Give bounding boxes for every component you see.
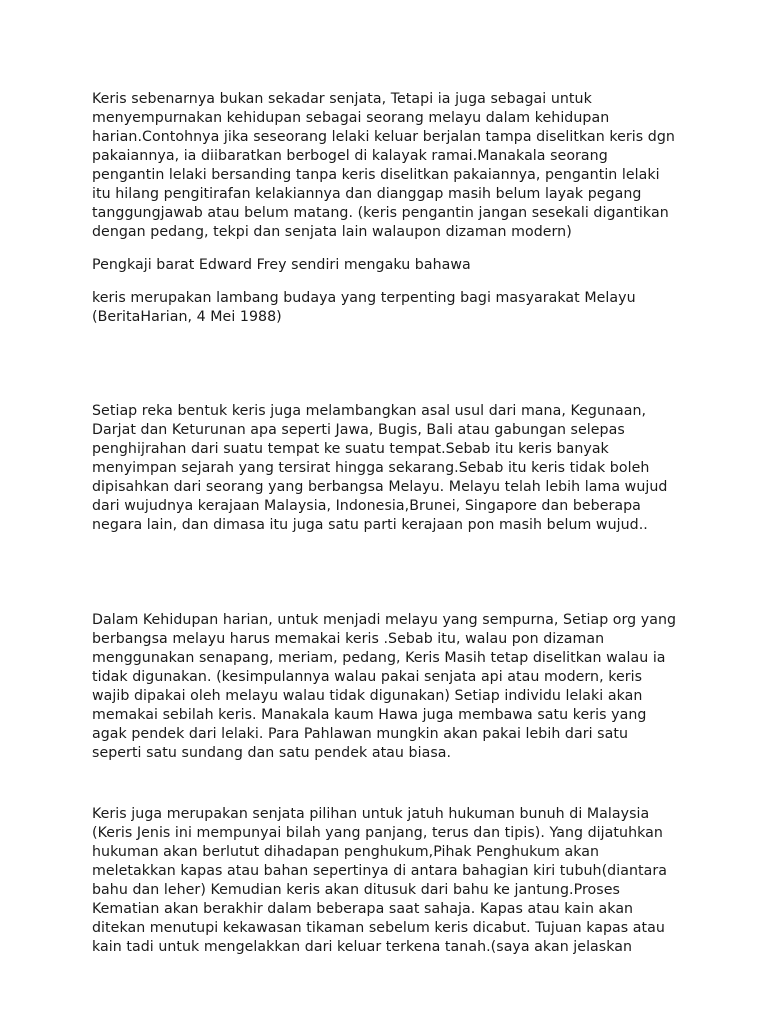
text-line: dipisahkan dari seorang yang berbangsa Melayu. Melayu telah lebih lama wujud [92,479,668,495]
text-line: memakai sebilah keris. Manakala kaum Hawa juga membawa satu keris yang [92,707,647,723]
text-line: bahu dan leher) Kemudian keris akan ditusuk dari bahu ke jantung.Proses [92,882,620,898]
text-line: penghijrahan dari suatu tempat ke suatu tempat.Sebab itu keris banyak [92,441,609,457]
text-line: kain tadi untuk mengelakkan dari keluar terkena tanah.(saya akan jelaskan [92,939,633,955]
text-line: Pengkaji barat Edward Frey sendiri mengaku bahawa [92,257,471,273]
text-line: keris merupakan lambang budaya yang terpenting bagi masyarakat Melayu [92,290,636,306]
text-line: Darjat dan Keturunan apa seperti Jawa, Bugis, Bali atau gabungan selepas [92,422,625,438]
text-line: dengan pedang, tekpi dan senjata lain walaupon dizaman modern) [92,224,572,240]
text-line: menggunakan senapang, meriam, pedang, Keris Masih tetap diselitkan walau ia [92,650,666,666]
text-line: negara lain, dan dimasa itu juga satu parti kerajaan pon masih belum wujud.. [92,517,648,533]
text-line: wajib dipakai oleh melayu walau tidak digunakan) Setiap individu lelaki akan [92,688,643,704]
text-line: menyimpan sejarah yang tersirat hingga sekarang.Sebab itu keris tidak boleh [92,460,650,476]
text-line: Kematian akan berakhir dalam beberapa saat sahaja. Kapas atau kain akan [92,901,634,917]
text-line: dari wujudnya kerajaan Malaysia, Indonesia,Brunei, Singapore dan beberapa [92,498,641,514]
text-line: Keris sebenarnya bukan sekadar senjata, Tetapi ia juga sebagai untuk [92,91,592,107]
text-line: pakaiannya, ia diibaratkan berbogel di kalayak ramai.Manakala seorang [92,148,608,164]
text-line: (Keris Jenis ini mempunyai bilah yang panjang, terus dan tipis). Yang dijatuhkan [92,825,663,841]
text-line: meletakkan kapas atau bahan sepertinya di antara bahagian kiri tubuh(diantara [92,863,667,879]
text-line: Dalam Kehidupan harian, untuk menjadi melayu yang sempurna, Setiap org yang [92,612,677,628]
text-line: tidak digunakan. (kesimpulannya walau pakai senjata api atau modern, keris [92,669,643,685]
text-line: (BeritaHarian, 4 Mei 1988) [92,309,282,325]
text-line: tanggungjawab atau belum matang. (keris pengantin jangan sesekali digantikan [92,205,669,221]
text-line: ditekan menutupi kekawasan tikaman sebelum keris dicabut. Tujuan kapas atau [92,920,665,936]
text-line: Keris juga merupakan senjata pilihan untuk jatuh hukuman bunuh di Malaysia [92,806,650,822]
text-line: Setiap reka bentuk keris juga melambangkan asal usul dari mana, Kegunaan, [92,403,647,419]
text-line: itu hilang pengitirafan kelakiannya dan dianggap masih belum layak pegang [92,186,642,202]
text-line: agak pendek dari lelaki. Para Pahlawan mungkin akan pakai lebih dari satu [92,726,628,742]
text-line: berbangsa melayu harus memakai keris .Sebab itu, walau pon dizaman [92,631,605,647]
text-line: seperti satu sundang dan satu pendek atau biasa. [92,745,452,761]
text-line: menyempurnakan kehidupan sebagai seorang melayu dalam kehidupan [92,110,610,126]
text-line: hukuman akan berlutut dihadapan penghukum,Pihak Penghukum akan [92,844,600,860]
text-line: harian.Contohnya jika seseorang lelaki keluar berjalan tampa diselitkan keris dgn [92,129,675,145]
text-line: pengantin lelaki bersanding tanpa keris diselitkan pakaiannya, pengantin lelaki [92,167,660,183]
